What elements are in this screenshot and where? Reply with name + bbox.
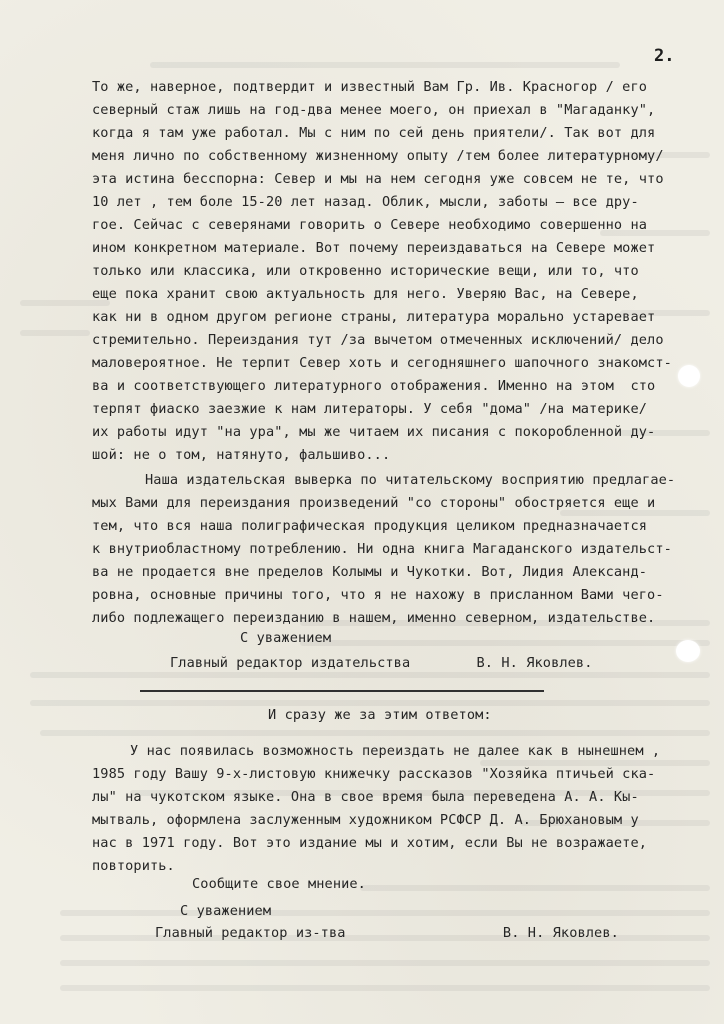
page-number: 2. (654, 46, 675, 66)
closing-regards: С уважением (240, 630, 332, 646)
text-line: стремительно. Переиздания тут /за вычетом отмеченных исключений/ дело (92, 332, 664, 348)
section-heading: И сразу же за этим ответом: (268, 707, 492, 723)
text-line: их работы идут "на ура", мы же читаем их писания с покоробленной ду- (92, 424, 656, 440)
text-line: То же, наверное, подтвердит и известный Вам Гр. Ив. Красногор / его (92, 79, 648, 95)
request-line: Сообщите свое мнение. (192, 876, 366, 892)
text-line: шой: не о том, натянуто, фальшиво... (92, 447, 391, 463)
text-line: повторить. (92, 858, 175, 874)
text-line: ва не продается вне пределов Колымы и Чукотки. Вот, Лидия Александ- (92, 564, 648, 580)
text-line: ровна, основные причины того, что я не нахожу в присланном Вами чего- (92, 587, 664, 603)
text-line: маловероятное. Не терпит Север хоть и сегодняшнего шапочного знакомст- (92, 355, 672, 371)
paper-hole (676, 640, 700, 662)
text-line: нас в 1971 году. Вот это издание мы и хотим, если Вы не возражаете, (92, 835, 648, 851)
text-line: 1985 году Вашу 9-х-листовую книжечку рассказов "Хозяйка птичьей ска- (92, 766, 656, 782)
text-line: к внутриобластному потреблению. Ни одна книга Магаданского издательст- (92, 541, 672, 557)
text-line: только или классика, или откровенно исторические вещи, или то, что (92, 263, 639, 279)
text-line: меня лично по собственному жизненному опыту /тем более литературному/ (92, 148, 664, 164)
signature-line: Главный редактор издательства В. Н. Яковлев. (170, 655, 593, 671)
text-line: эта истина бесспорна: Север и мы на нем сегодня уже совсем не те, что (92, 171, 664, 187)
text-line: гое. Сейчас с северянами говорить о Севере необходимо совершенно на (92, 217, 648, 233)
signature-line: Главный редактор из-тва В. Н. Яковлев. (155, 925, 619, 941)
text-line: мытваль, оформлена заслуженным художником РСФСР Д. А. Брюхановым у (92, 812, 639, 828)
divider-line (140, 690, 544, 692)
text-line: еще пока хранит свою актуальность для него. Уверяю Вас, на Севере, (92, 286, 639, 302)
text-line: мых Вами для переиздания произведений "со стороны" обостряется еще и (92, 495, 656, 511)
text-line: Наша издательская выверка по читательскому восприятию предлагае- (145, 472, 676, 488)
text-line: ином конкретном материале. Вот почему переиздаваться на Севере может (92, 240, 656, 256)
text-line: терпят фиаско заезжие к нам литераторы. У себя "дома" /на материке/ (92, 401, 648, 417)
text-line: лы" на чукотском языке. Она в свое время была переведена А. А. Кы- (92, 789, 639, 805)
closing-regards: С уважением (180, 903, 272, 919)
text-line: северный стаж лишь на год-два менее моего, он приехал в "Магаданку", (92, 102, 656, 118)
text-line: как ни в одном другом регионе страны, литература морально устаревает (92, 309, 656, 325)
text-line: либо подлежащего переизданию в нашем, именно северном, издательстве. (92, 610, 656, 626)
text-line: тем, что вся наша полиграфическая продукция целиком предназначается (92, 518, 648, 534)
text-line: когда я там уже работал. Мы с ним по сей день приятели/. Так вот для (92, 125, 656, 141)
text-line: ва и соответствующего литературного отображения. Именно на этом сто (92, 378, 656, 394)
text-line: 10 лет , тем боле 15-20 лет назад. Облик, мысли, заботы — все дру- (92, 194, 639, 210)
paper-hole (678, 365, 700, 387)
text-line: У нас появилась возможность переиздать не далее как в нынешнем , (130, 743, 661, 759)
